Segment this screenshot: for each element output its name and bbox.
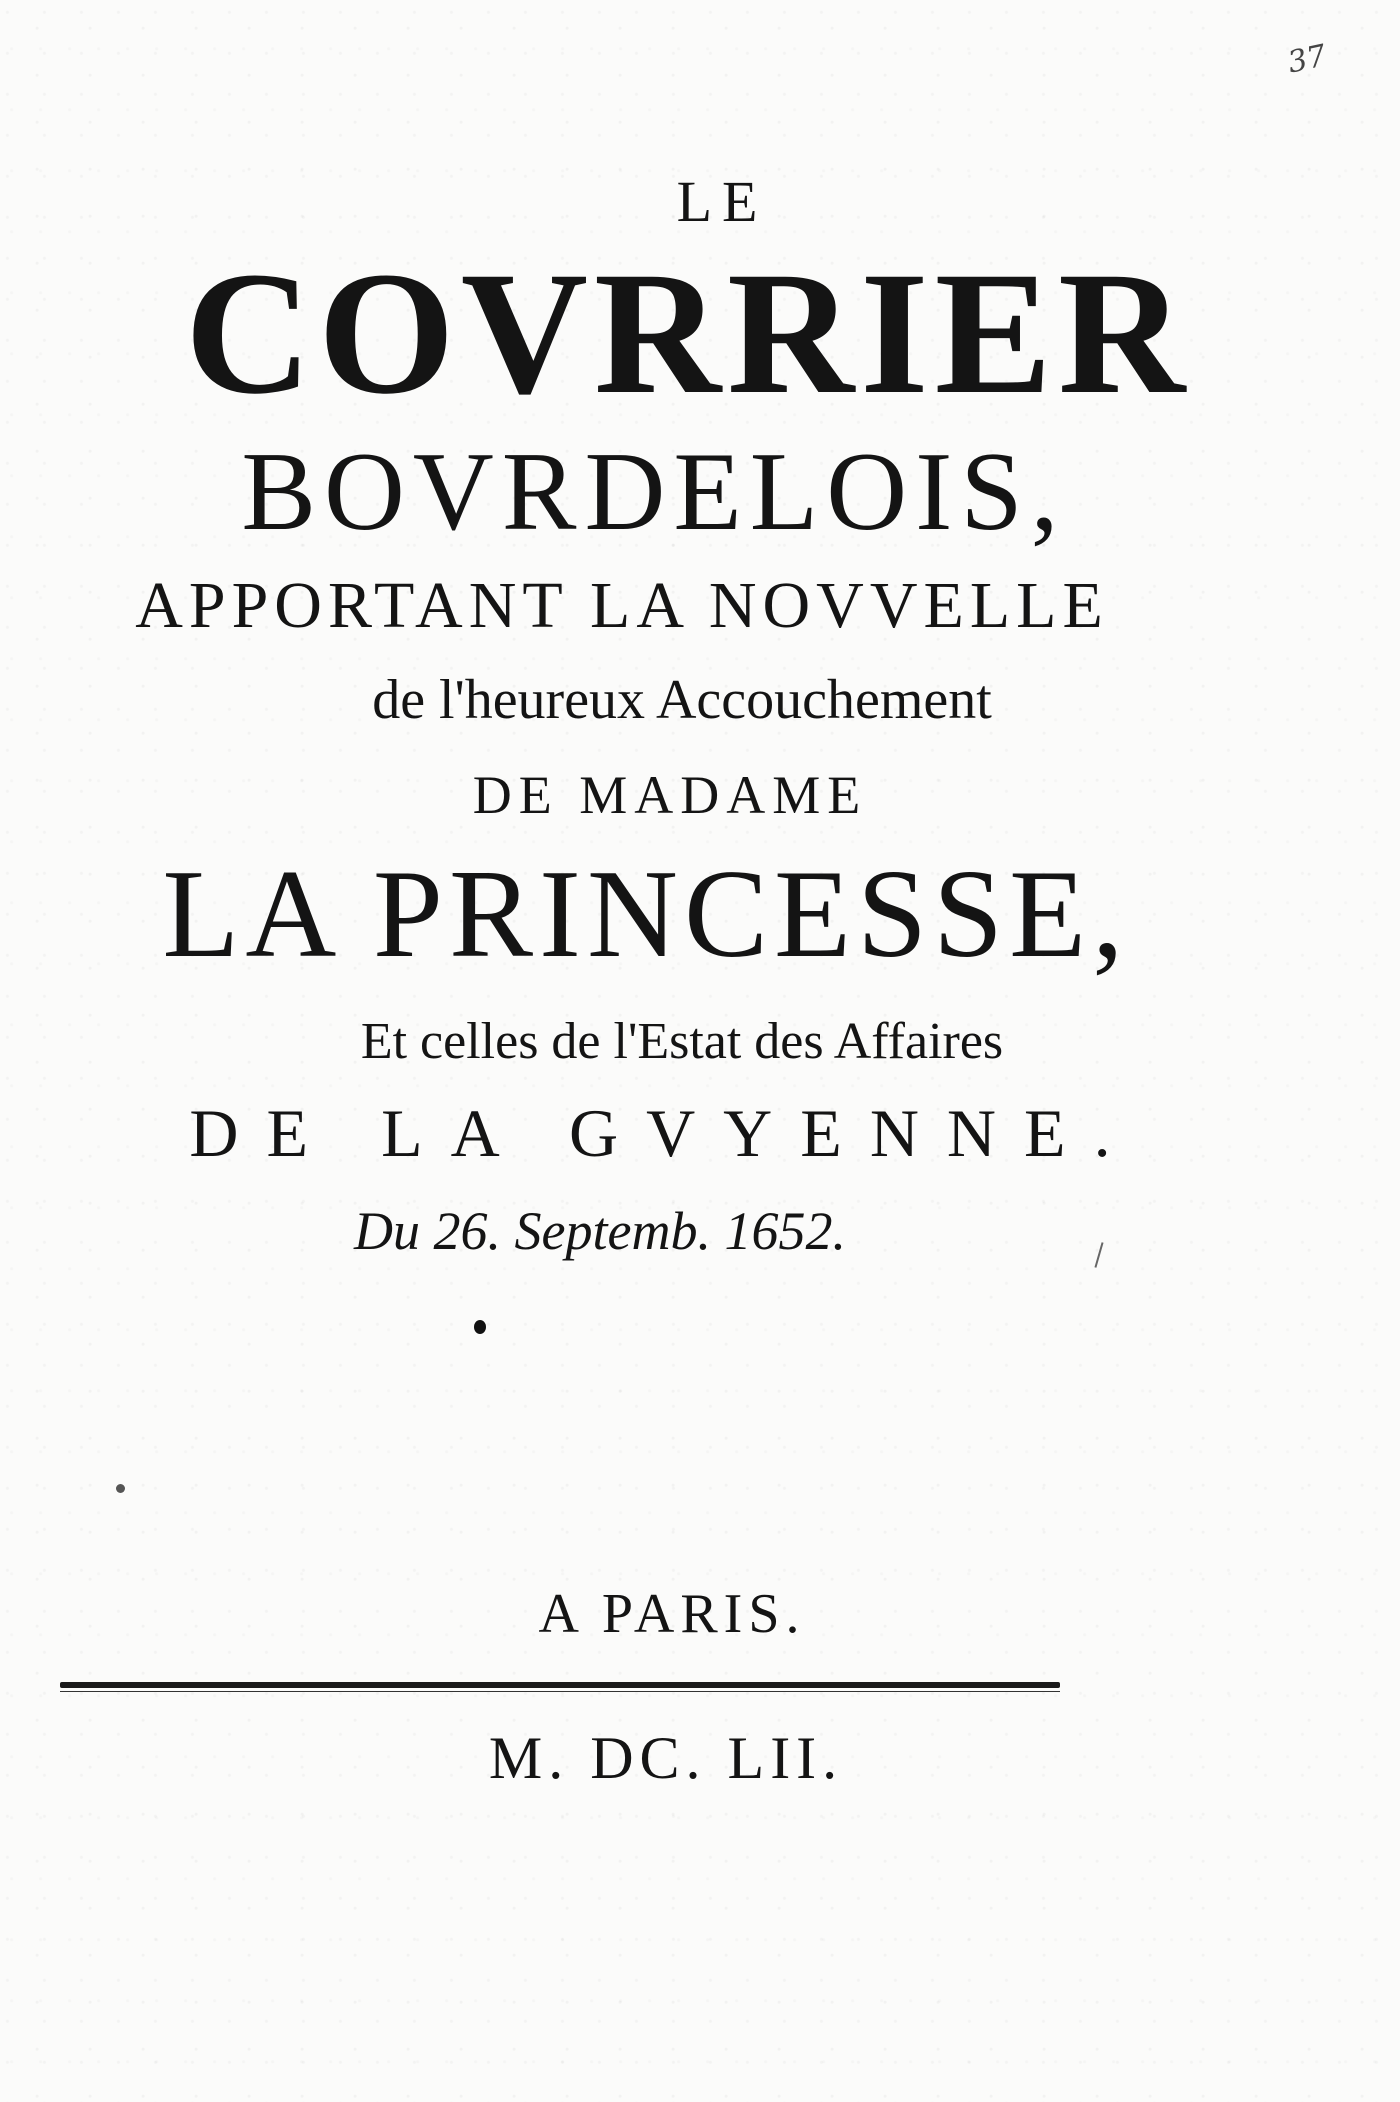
- subtitle-guyenne: DE LA GVYENNE.: [189, 1095, 1139, 1171]
- ornament-dot: [474, 1320, 486, 1334]
- title-article: LE: [676, 169, 768, 234]
- subtitle-apportant: APPORTANT LA NOVVELLE: [135, 569, 1109, 642]
- subtitle-accouchement: de l'heureux Accouchement: [372, 669, 992, 731]
- publication-date: Du 26. Septemb. 1652.: [354, 1201, 846, 1261]
- imprint-place: A PARIS.: [538, 1583, 806, 1645]
- imprint-year: M. DC. LII.: [488, 1725, 844, 1791]
- title-courrier: COVRRIER: [184, 236, 1192, 431]
- title-princesse: LA PRINCESSE,: [162, 845, 1130, 984]
- ink-speck: [116, 1484, 125, 1493]
- title-bourdelois: BOVRDELOIS,: [241, 430, 1067, 554]
- subtitle-de-madame: DE MADAME: [472, 765, 868, 825]
- folio-number: 37: [1284, 38, 1330, 81]
- subtitle-estat-affaires: Et celles de l'Estat des Affaires: [360, 1013, 1004, 1070]
- imprint-rule: [60, 1682, 1060, 1688]
